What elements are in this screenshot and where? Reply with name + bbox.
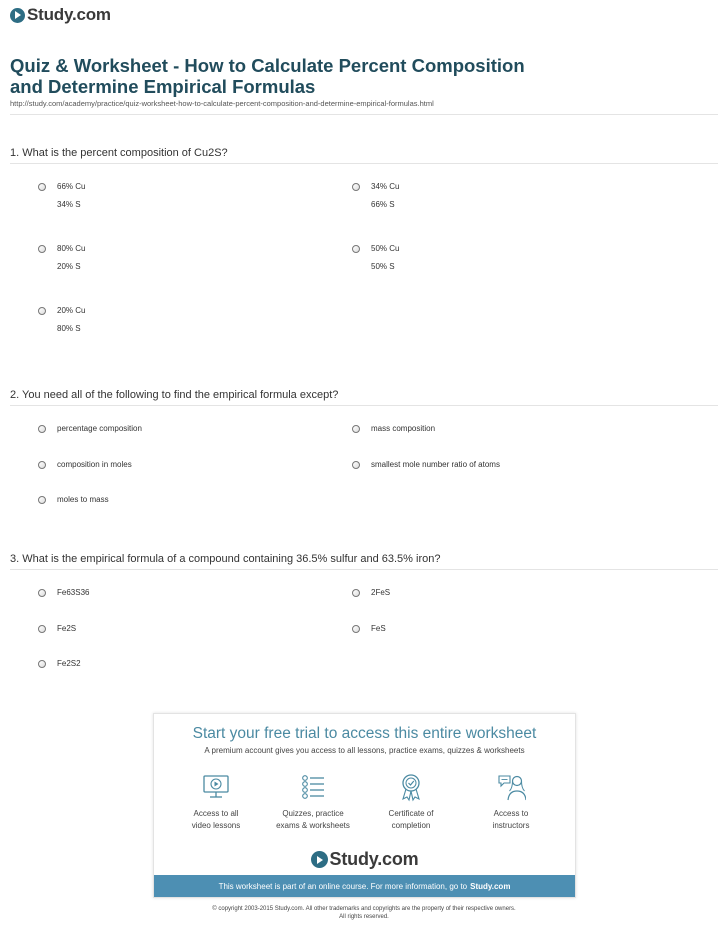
radio-button[interactable] xyxy=(38,461,46,469)
logo-text: Study.com xyxy=(27,5,111,24)
page-title: Quiz & Worksheet - How to Calculate Percent Composition and Determine Empirical Formulas xyxy=(10,55,525,97)
radio-button[interactable] xyxy=(38,183,46,191)
certificate-icon xyxy=(396,772,426,802)
promo-headline: Start your free trial to access this entire worksheet xyxy=(192,725,537,742)
answer-option[interactable]: FeS xyxy=(352,624,386,634)
radio-button[interactable] xyxy=(352,245,360,253)
answer-option[interactable]: Fe2S xyxy=(38,624,76,634)
copyright-notice: © copyright 2003-2015 Study.com. All other trademarks and copyrights are the property of their respective owners. All rights reserved. xyxy=(212,906,516,920)
divider xyxy=(10,569,718,570)
promo-footer-text: This worksheet is part of an online course. For more information, go to xyxy=(218,881,468,891)
radio-button[interactable] xyxy=(352,461,360,469)
feature-instructors: Access to instructors xyxy=(466,772,556,832)
page-url: http://study.com/academy/practice/quiz-worksheet-how-to-calculate-percent-composition-and-determine-empirical-formulas.html xyxy=(10,99,434,108)
video-lesson-icon xyxy=(201,772,231,802)
answer-option[interactable]: 2FeS xyxy=(352,588,390,598)
radio-button[interactable] xyxy=(38,660,46,668)
answer-option[interactable]: 20% Cu 80% S xyxy=(38,306,85,334)
play-icon xyxy=(10,8,25,23)
radio-button[interactable] xyxy=(38,307,46,315)
answer-option[interactable]: 66% Cu 34% S xyxy=(38,182,85,210)
answer-option[interactable]: percentage composition xyxy=(38,424,142,434)
divider xyxy=(10,114,718,115)
radio-button[interactable] xyxy=(38,245,46,253)
answer-option[interactable]: Fe2S2 xyxy=(38,659,81,669)
feature-video-lessons: Access to all video lessons xyxy=(171,772,261,832)
divider xyxy=(10,405,718,406)
radio-button[interactable] xyxy=(38,589,46,597)
answer-option[interactable]: 80% Cu 20% S xyxy=(38,244,85,272)
feature-certificate: Certificate of completion xyxy=(366,772,456,832)
quiz-list-icon xyxy=(298,772,328,802)
answer-option[interactable]: moles to mass xyxy=(38,495,109,505)
answer-option[interactable]: composition in moles xyxy=(38,460,132,470)
study-link[interactable]: Study.com xyxy=(470,881,511,891)
radio-button[interactable] xyxy=(38,625,46,633)
study-logo[interactable] xyxy=(10,5,111,25)
promo-footer-bar xyxy=(154,875,575,897)
answer-option[interactable]: mass composition xyxy=(352,424,435,434)
radio-button[interactable] xyxy=(352,589,360,597)
answer-option[interactable]: 34% Cu 66% S xyxy=(352,182,399,210)
instructor-icon xyxy=(496,772,526,802)
radio-button[interactable] xyxy=(38,425,46,433)
radio-button[interactable] xyxy=(38,496,46,504)
radio-button[interactable] xyxy=(352,425,360,433)
question-title: 3. What is the empirical formula of a compound containing 36.5% sulfur and 63.5% iron? xyxy=(10,553,441,565)
feature-quizzes: Quizzes, practice exams & worksheets xyxy=(268,772,358,832)
play-icon xyxy=(311,851,328,868)
radio-button[interactable] xyxy=(352,183,360,191)
radio-button[interactable] xyxy=(352,625,360,633)
question-title: 1. What is the percent composition of Cu2S? xyxy=(10,147,228,159)
promo-study-logo[interactable]: Study.com xyxy=(154,849,575,870)
promo-subline: A premium account gives you access to all lessons, practice exams, quizzes & worksheets xyxy=(204,746,525,755)
free-trial-promo[interactable] xyxy=(153,713,576,898)
question-title: 2. You need all of the following to find the empirical formula except? xyxy=(10,389,339,401)
answer-option[interactable]: Fe63S36 xyxy=(38,588,89,598)
answer-option[interactable]: smallest mole number ratio of atoms xyxy=(352,460,500,470)
answer-option[interactable]: 50% Cu 50% S xyxy=(352,244,399,272)
divider xyxy=(10,163,718,164)
